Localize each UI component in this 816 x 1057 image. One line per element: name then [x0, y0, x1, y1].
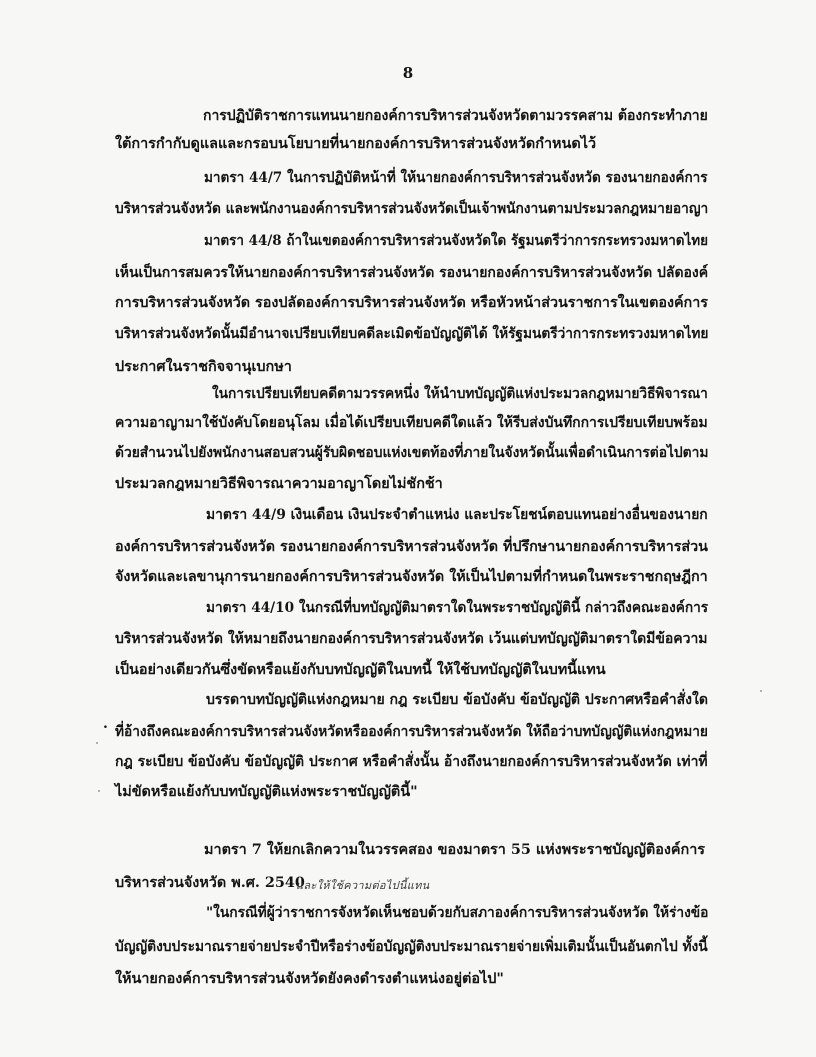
scan-speck: [98, 790, 100, 792]
text-line: ใต้การกำกับดูแลและกรอบนโยบายที่นายกองค์การบริหารส่วนจังหวัดกำหนดไว้: [115, 135, 597, 152]
text-line: การบริหารส่วนจังหวัด รองปลัดองค์การบริหารส่วนจังหวัด หรือหัวหน้าส่วนราชการในเขตองค์การ: [115, 294, 708, 311]
page-number: 8: [402, 64, 414, 82]
text-line: เห็นเป็นการสมควรให้นายกองค์การบริหารส่วนจังหวัด รองนายกองค์การบริหารส่วนจังหวัด ปลัดองค์: [115, 264, 709, 281]
text-line: ด้วยสำนวนไปยังพนักงานสอบสวนผู้รับผิดชอบแห่งเขตท้องที่ภายในจังหวัดนั้นเพื่อดำเนินการต่อไปตาม: [115, 444, 709, 461]
scan-speck: [96, 742, 98, 744]
text-line: บัญญัติงบประมาณรายจ่ายประจำปีหรือร่างข้อบัญญัติงบประมาณรายจ่ายเพิ่มเติมนั้นเป็นอันตกไป ทั้งนี้: [115, 938, 708, 955]
text-line: บริหารส่วนจังหวัด ให้หมายถึงนายกองค์การบริหารส่วนจังหวัด เว้นแต่บทบัญญัติมาตราใดมีข้อความ: [115, 630, 708, 647]
text-line: มาตรา 44/8 ถ้าในเขตองค์การบริหารส่วนจังหวัดใด รัฐมนตรีว่าการกระทรวงมหาดไทย: [204, 232, 709, 249]
text-line: จังหวัดและเลขานุการนายกองค์การบริหารส่วนจังหวัด ให้เป็นไปตามที่กำหนดในพระราชกฤษฎีกา: [115, 568, 708, 585]
dot-mark: .: [103, 716, 108, 732]
text-line: ให้นายกองค์การบริหารส่วนจังหวัดยังคงดำรงตำแหน่งอยู่ต่อไป": [115, 970, 504, 987]
text-line: ประกาศในราชกิจจานุเบกษา: [115, 358, 292, 375]
text-line: องค์การบริหารส่วนจังหวัด รองนายกองค์การบริหารส่วนจังหวัด ที่ปรึกษานายกองค์การบริหารส่วน: [115, 538, 708, 555]
text-line: มาตรา 7 ให้ยกเลิกความในวรรคสอง ของมาตรา 55 แห่งพระราชบัญญัติองค์การ: [204, 841, 706, 858]
text-line: ในการเปรียบเทียบคดีตามวรรคหนึ่ง ให้นำบทบัญญัติแห่งประมวลกฎหมายวิธีพิจารณา: [212, 385, 708, 402]
text-line: ความอาญามาใช้บังคับโดยอนุโลม เมื่อได้เปรียบเทียบคดีใดแล้ว ให้รีบส่งบันทึกการเปรียบเทียบพร้อม: [115, 414, 708, 431]
text-line: มาตรา 44/9 เงินเดือน เงินประจำตำแหน่ง และประโยชน์ตอบแทนอย่างอื่นของนายก: [206, 506, 708, 523]
text-line: บรรดาบทบัญญัติแห่งกฎหมาย กฎ ระเบียบ ข้อบังคับ ข้อบัญญัติ ประกาศหรือคำสั่งใด: [206, 691, 708, 708]
text-line: มาตรา 44/7 ในการปฏิบัติหน้าที่ ให้นายกองค์การบริหารส่วนจังหวัด รองนายกองค์การ: [204, 169, 708, 186]
scan-speck: [760, 690, 762, 692]
text-line: ที่อ้างถึงคณะองค์การบริหารส่วนจังหวัดหรือองค์การบริหารส่วนจังหวัด ให้ถือว่าบทบัญญัติแห่งกฎหมาย: [115, 723, 708, 740]
text-line: การปฏิบัติราชการแทนนายกองค์การบริหารส่วนจังหวัดตามวรรคสาม ต้องกระทำภาย: [203, 107, 708, 124]
text-line: บริหารส่วนจังหวัด พ.ศ. 2540: [115, 874, 305, 891]
text-line: กฎ ระเบียบ ข้อบังคับ ข้อบัญญัติ ประกาศ หรือคำสั่งนั้น อ้างถึงนายกองค์การบริหารส่วนจังหวัด เท่าที่: [115, 753, 708, 770]
text-line: มาตรา 44/10 ในกรณีที่บทบัญญัติมาตราใดในพระราชบัญญัตินี้ กล่าวถึงคณะองค์การ: [206, 599, 709, 616]
text-line: เป็นอย่างเดียวกันซึ่งขัดหรือแย้งกับบทบัญญัติในบทนี้ ให้ใช้บทบัญญัติในบทนี้แทน: [115, 661, 606, 678]
text-line: ประมวลกฎหมายวิธีพิจารณาความอาญาโดยไม่ชักช้า: [115, 475, 443, 492]
text-line: ไม่ขัดหรือแย้งกับบทบัญญัติแห่งพระราชบัญญัตินี้": [115, 783, 418, 800]
text-line: "ในกรณีที่ผู้ว่าราชการจังหวัดเห็นชอบด้วยกับสภาองค์การบริหารส่วนจังหวัด ให้ร่างข้อ: [206, 904, 709, 921]
handwritten-note: และให้ใช้ความต่อไปนี้แทน: [296, 879, 430, 892]
text-line: บริหารส่วนจังหวัด และพนักงานองค์การบริหารส่วนจังหวัดเป็นเจ้าพนักงานตามประมวลกฎหมายอาญา: [115, 200, 709, 217]
text-line: บริหารส่วนจังหวัดนั้นมีอำนาจเปรียบเทียบคดีละเมิดข้อบัญญัติได้ ให้รัฐมนตรีว่าการกระทรวงมหาดไทย: [115, 325, 709, 342]
